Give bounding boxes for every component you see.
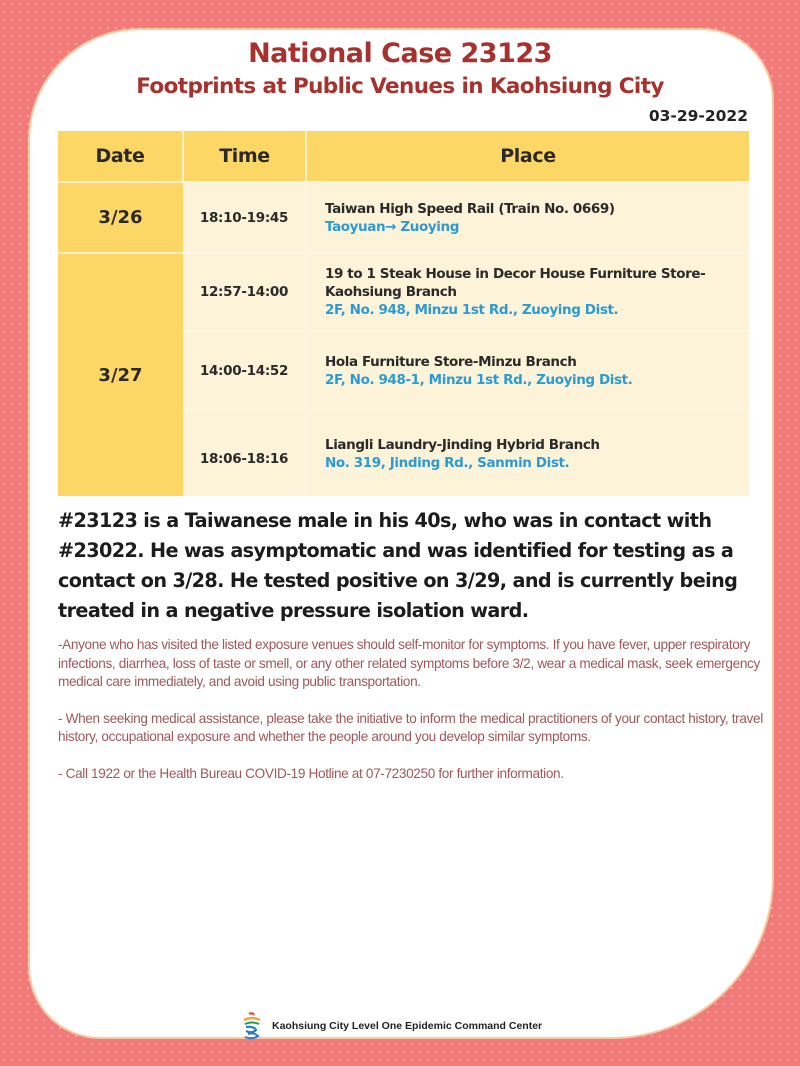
column-header-time: Time xyxy=(183,131,306,182)
place-name: Hola Furniture Store-Minzu Branch xyxy=(325,353,577,370)
time-cell: 14:00-14:52 xyxy=(183,331,306,410)
place-cell xyxy=(306,410,749,496)
column-header-place: Place xyxy=(306,131,749,182)
table-row xyxy=(58,253,749,331)
place-address: 2F, No. 948, Minzu 1st Rd., Zuoying Dist. xyxy=(325,302,619,318)
place-cell xyxy=(306,331,749,410)
footprints-table xyxy=(58,131,749,496)
footer xyxy=(240,1012,542,1040)
place-address: 2F, No. 948-1, Minzu 1st Rd., Zuoying Dist. xyxy=(325,371,633,388)
date-cell: 3/27 xyxy=(58,253,183,496)
column-header-date: Date xyxy=(58,131,183,182)
table-header-row xyxy=(58,131,749,182)
time-cell: 12:57-14:00 xyxy=(183,253,306,331)
time-cell: 18:10-19:45 xyxy=(183,182,306,253)
page-subtitle: Footprints at Public Venues in Kaohsiung City xyxy=(136,74,664,99)
time-cell: 18:06-18:16 xyxy=(183,410,306,496)
footer-organization: Kaohsiung City Level One Epidemic Command Center xyxy=(272,1020,543,1032)
table-row xyxy=(58,182,749,253)
case-summary: #23123 is a Taiwanese male in his 40s, who was in contact with #23022. He was asymptomatic and was identified for testing as a contact on 3/28. He tested positive on 3/29, and is currently being treated in a negative pressure isolation ward. xyxy=(58,509,738,622)
advisory-note: -Anyone who has visited the listed exposure venues should self-monitor for symptoms. If you have fever, upper respiratory infections, diarrhea, loss of taste or smell, or any other related symptoms before 3/2, wear a medical mask, seek emergency medical care immediately, and avoid using public transportation. xyxy=(58,637,760,689)
place-cell xyxy=(306,253,749,331)
advisory-note: - Call 1922 or the Health Bureau COVID-19 Hotline at 07-7230250 for further information. xyxy=(58,765,564,781)
kaohsiung-city-logo-icon xyxy=(240,1012,264,1040)
date-cell: 3/26 xyxy=(58,182,183,253)
place-name: 19 to 1 Steak House in Decor House Furniture Store-Kaohsiung Branch xyxy=(325,266,706,300)
publish-date: 03-29-2022 xyxy=(648,107,748,125)
advisory-notes xyxy=(58,636,766,801)
place-cell xyxy=(306,182,749,253)
place-address: No. 319, Jinding Rd., Sanmin Dist. xyxy=(325,454,570,471)
page-title: National Case 23123 xyxy=(248,38,552,69)
advisory-note: - When seeking medical assistance, please take the initiative to inform the medical practitioners of your contact history, travel history, occupational exposure and whether the people around you develop similar symptoms. xyxy=(58,710,763,744)
place-name: Taiwan High Speed Rail (Train No. 0669) xyxy=(325,200,615,217)
place-address: Taoyuan→ Zuoying xyxy=(325,218,459,235)
place-name: Liangli Laundry-Jinding Hybrid Branch xyxy=(325,436,600,453)
